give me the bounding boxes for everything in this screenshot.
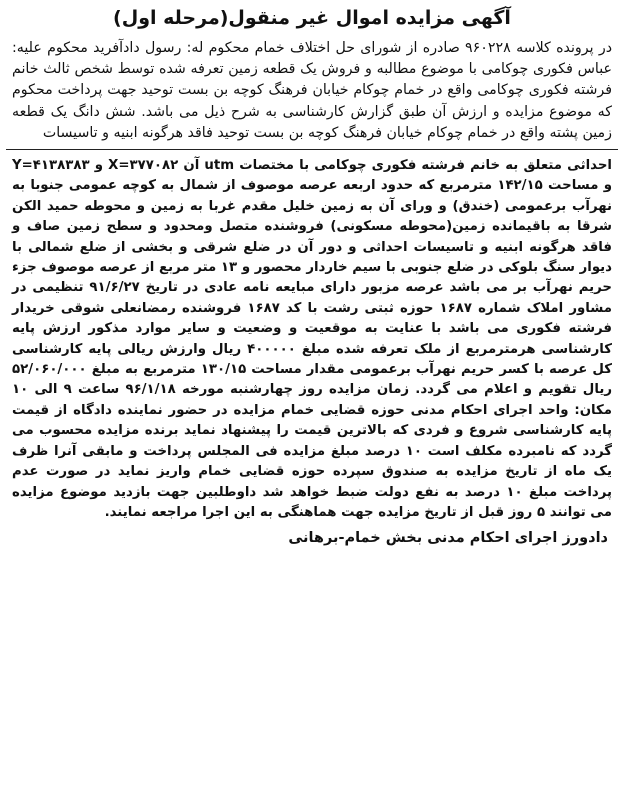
notice-signature: دادورز اجرای احکام مدنی بخش خمام-برهانی xyxy=(288,530,608,547)
auction-notice xyxy=(6,4,618,788)
notice-title: آگهی مزایده اموال غیر منقول(مرحله اول) xyxy=(113,7,511,29)
section-divider xyxy=(6,149,618,150)
notice-body-paragraph: احداثی متعلق به خانم فرشته فکوری چوکامی با مختصات utm آن X=۳۷۷۰۸۲ و Y=۴۱۳۸۳۸۳ و مساحت ۱۴۲/۱۵ مترمربع که حدود اربعه عرصه موصوف از شمال به کوچه عمومی جنوبا به نهرآب برعمومی (خندق) و ورای آن به زمین خلیل مقدم غربا به زمین و محوطه حمید الکن شرقا به باقیمانده زمین(محوطه مسکونی) فروشنده متصل ومحدود و سطح زمین صاف و فاقد هرگونه ابنیه و تاسیسات احداثی و دور آن در ضلع شرقی و بخشی از ضلع شمالی با دیوار سنگ بلوکی در ضلع جنوبی با سیم خاردار محصور و ۱۳ متر مربع از عرصه موصوف جزء حریم نهرآب بر می باشد عرصه مزبور دارای مبایعه نامه عادی در تاریخ ۹۱/۶/۲۷ تنظیمی در مشاور املاک شماره ۱۶۸۷ حوزه ثبتی رشت با کد ۱۶۸۷ فروشنده رمضانعلی شوقی خریدار فرشته فکوری می باشد با عنایت به موقعیت و وضعیت و سایر موارد مذکور ارزش پایه کارشناسی هرمترمربع از ملک تعرفه شده مبلغ ۴۰۰۰۰۰ ریال وارزش ریالی پایه کارشناسی کل عرصه با کسر حریم نهرآب برعمومی مقدار مساحت ۱۳۰/۱۵ مترمربع به مبلغ ۵۲/۰۶۰/۰۰۰ ریال تقویم و اعلام می گردد. زمان مزایده روز چهارشنبه مورخه ۹۶/۱/۱۸ ساعت ۹ الی ۱۰ مکان: واحد اجرای احکام مدنی حوزه قضایی خمام مزایده در حضور نماینده دادگاه از قیمت پایه کارشناسی شروع و فردی که بالاترین قیمت را پیشنهاد نماید برنده مزایده محسوب می گردد که نامبرده مکلف است ۱۰ درصد مبلغ مزایده فی المجلس پرداخت و مابقی آنرا ظرف یک ماه از تاریخ مزایده به صندوق سپرده حوزه قضایی خمام واریز نماید در صورت عدم پرداخت مبلغ ۱۰ درصد به نفع دولت ضبط خواهد شد داوطلبین جهت بازدید موضوع مزایده می توانند ۵ روز قبل از تاریخ مزایده جهت هماهنگی به این اجرا مراجعه نمایند. xyxy=(12,158,613,520)
notice-intro-paragraph: در پرونده کلاسه ۹۶۰۲۲۸ صادره از شورای حل اختلاف خمام محکوم له: رسول دادآفرید محکوم علیه: عباس فکوری چوکامی با موضوع مطالبه و فروش یک قطعه زمین تعرفه شده توسط شخص ثالث خانم فرشته فکوری چوکامی واقع در خمام چوکام خیابان فرهنگ کوچه بن بست توحید جهت پرداخت محکوم که موضوع مزایده و ارزش آن طبق گزارش کارشناسی به شرح ذیل می باشد. شش دانگ یک قطعه زمین پشته واقع در خمام چوکام خیابان فرهنگ کوچه بن بست توحید فاقد هرگونه ابنیه و تاسیسات xyxy=(12,40,613,141)
